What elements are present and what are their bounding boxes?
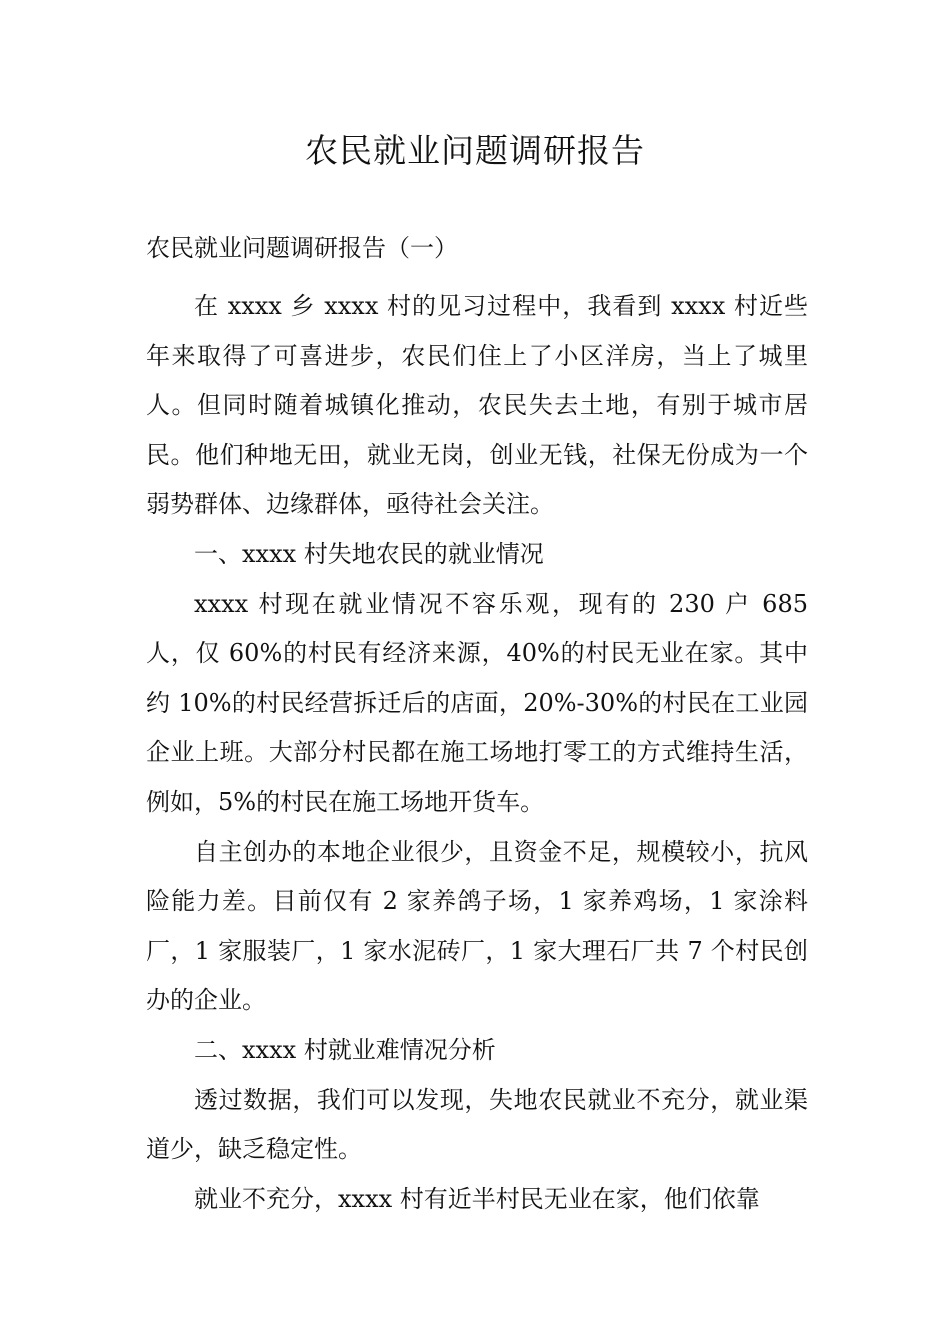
report-subtitle: 农民就业问题调研报告（一） [146,234,458,262]
intro-paragraph: 在 xxxx 乡 xxxx 村的见习过程中，我看到 xxxx 村近些年来取得了可喜进步，农民们住上了小区洋房，当上了城里人。但同时随着城镇化推动，农民失去土地，有别于城市居民。他们种地无田，就业无岗，创业无钱，社保无份成为一个弱势群体、边缘群体，亟待社会关注。 [146,292,808,519]
local-enterprise-paragraph: 自主创办的本地企业很少，且资金不足，规模较小，抗风险能力差。目前仅有 2 家养鸽子场，1 家养鸡场，1 家涂料厂，1 家服装厂，1 家水泥砖厂，1 家大理石厂共 7 个村民创办的企业。 [146,837,808,1015]
section-heading-analysis: 二、xxxx 村就业难情况分析 [194,1035,496,1064]
underemployment-paragraph: 就业不充分，xxxx 村有近半村民无业在家，他们依靠 [194,1184,760,1213]
section-heading-employment-status: 一、xxxx 村失地农民的就业情况 [194,539,544,568]
employment-status-paragraph: xxxx 村现在就业情况不容乐观，现有的 230 户 685 人，仅 60%的村民有经济来源，40%的村民无业在家。其中约 10%的村民经营拆迁后的店面，20%-30%的村民在工业园企业上班。大部分村民都在施工场地打零工的方式维持生活，例如，5%的村民在施工场地开货车。 [146,589,808,816]
report-body [146,282,808,1224]
document-title: 农民就业问题调研报告 [305,131,645,170]
analysis-paragraph: 透过数据，我们可以发现，失地农民就业不充分，就业渠道少，缺乏稳定性。 [146,1085,808,1164]
